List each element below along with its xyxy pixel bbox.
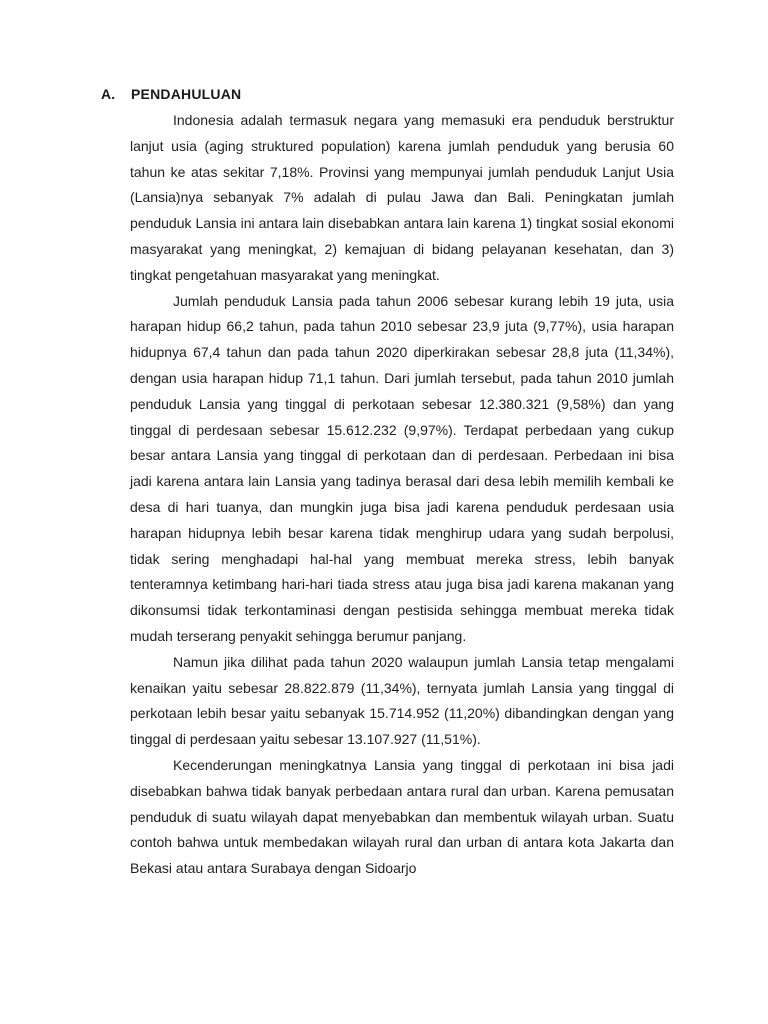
section-number: A. (101, 86, 116, 102)
paragraph: Indonesia adalah termasuk negara yang memasuki era penduduk berstruktur lanjut usia (aging struktured population) karena jumlah penduduk yang berusia 60 tahun ke atas sekitar 7,18%. Provinsi yang mempunyai jumlah penduduk Lanjut Usia (Lansia)nya sebanyak 7% adalah di pulau Jawa dan Bali. Peningkatan jumlah penduduk Lansia ini antara lain disebabkan antara lain karena 1) tingkat sosial ekonomi masyarakat yang meningkat, 2) kemajuan di bidang pelayanan kesehatan, dan 3) tingkat pengetahuan masyarakat yang meningkat. (130, 112, 674, 283)
paragraph: Kecenderungan meningkatnya Lansia yang tinggal di perkotaan ini bisa jadi disebabkan bahwa tidak banyak perbedaan antara rural dan urban. Karena pemusatan penduduk di suatu wilayah dapat menyebabkan dan membentuk wilayah urban. Suatu contoh bahwa untuk membedakan wilayah rural dan urban di antara kota Jakarta dan Bekasi atau antara Surabaya dengan Sidoarjo (130, 756, 674, 877)
section-heading (101, 86, 241, 102)
paragraph: Jumlah penduduk Lansia pada tahun 2006 sebesar kurang lebih 19 juta, usia harapan hidup 66,2 tahun, pada tahun 2010 sebesar 23,9 juta (9,77%), usia harapan hidupnya 67,4 tahun dan pada tahun 2020 diperkirakan sebesar 28,8 juta (11,34%), dengan usia harapan hidup 71,1 tahun. Dari jumlah tersebut, pada tahun 2010 jumlah penduduk Lansia yang tinggal di perkotaan sebesar 12.380.321 (9,58%) dan yang tinggal di perdesaan sebesar 15.612.232 (9,97%). Terdapat perbedaan yang cukup besar antara Lansia yang tinggal di perkotaan dan di perdesaan. Perbedaan ini bisa jadi karena antara lain Lansia yang tadinya berasal dari desa lebih memilih kembali ke desa di hari tuanya, dan mungkin juga bisa jadi karena penduduk perdesaan usia harapan hidupnya lebih besar karena tidak menghirup udara yang sudah berpolusi, tidak sering menghadapi hal-hal yang membuat mereka stress, lebih banyak tenteramnya ketimbang hari-hari tiada stress atau juga bisa jadi karena makanan yang dikonsumsi tidak terkontaminasi dengan pestisida sehingga membuat mereka tidak mudah terserang penyakit sehingga berumur panjang. (130, 292, 674, 644)
section-body (130, 108, 674, 882)
section-title: PENDAHULUAN (131, 86, 242, 102)
paragraph: Namun jika dilihat pada tahun 2020 walaupun jumlah Lansia tetap mengalami kenaikan yaitu sebesar 28.822.879 (11,34%), ternyata jumlah Lansia yang tinggal di perkotaan lebih besar yaitu sebanyak 15.714.952 (11,20%) dibandingkan dengan yang tinggal di perdesaan yaitu sebesar 13.107.927 (11,51%). (130, 653, 674, 748)
